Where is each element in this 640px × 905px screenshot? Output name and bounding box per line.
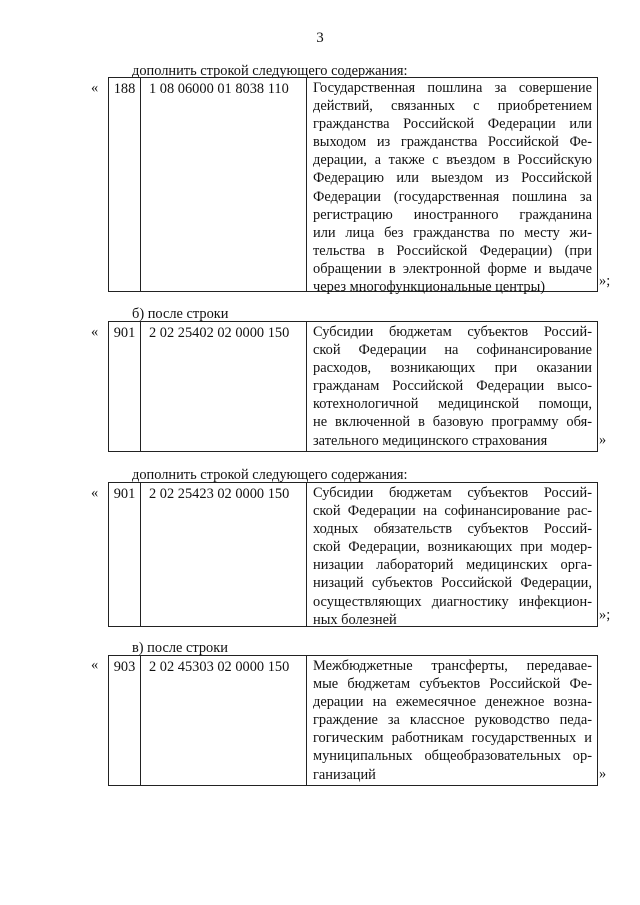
description-line: ской Федерации на софинансирование рас- bbox=[313, 503, 592, 520]
admin-code-cell: 901 bbox=[109, 483, 141, 626]
description-line: Государственная пошлина за совершение bbox=[313, 80, 592, 96]
description-line: Субсидии бюджетам субъектов Россий- bbox=[313, 324, 592, 340]
description-line: котехнологичной медицинской помощи, bbox=[313, 396, 592, 413]
admin-code-cell: 188 bbox=[109, 78, 141, 291]
description-line: ской Федерации, возникающих при модер- bbox=[313, 539, 592, 556]
description-line: низаций субъектов Российской Федерации, bbox=[313, 575, 592, 592]
opening-quote: « bbox=[91, 324, 99, 340]
budget-table-row bbox=[108, 482, 598, 627]
description-line: мые бюджетам субъектов Российской Фе- bbox=[313, 676, 592, 693]
kbk-code-cell: 1 08 06000 01 8038 110 bbox=[141, 78, 307, 291]
description-line: расходов, возникающих при оказании bbox=[313, 360, 592, 377]
budget-table-row bbox=[108, 655, 598, 786]
description-line: зательного медицинского страхования bbox=[313, 432, 548, 449]
kbk-code-cell: 2 02 45303 02 0000 150 bbox=[141, 656, 307, 785]
opening-quote: « bbox=[91, 80, 99, 96]
admin-code-cell: 903 bbox=[109, 656, 141, 785]
description-line: ганизаций bbox=[313, 766, 376, 783]
intro-text: дополнить строкой следующего содержания: bbox=[132, 467, 408, 483]
description-line: выходом из гражданства Российской Фе- bbox=[313, 134, 592, 151]
description-line: не включенной в базовую программу обя- bbox=[313, 414, 592, 431]
closing-quote: » bbox=[599, 766, 607, 782]
description-line: дерации на ежемесячное денежное возна- bbox=[313, 694, 592, 711]
description-line: или лица без гражданства по месту жи- bbox=[313, 224, 592, 241]
budget-table-row bbox=[108, 321, 598, 452]
description-line: гогическим работникам государственных и bbox=[313, 730, 592, 747]
description-line: муниципальных общеобразовательных ор- bbox=[313, 748, 592, 765]
description-line: через многофункциональные центры) bbox=[313, 279, 546, 296]
closing-quote: »; bbox=[599, 607, 611, 623]
description-cell bbox=[307, 483, 597, 626]
description-line: Межбюджетные трансферты, передавае- bbox=[313, 658, 592, 674]
kbk-code-cell: 2 02 25402 02 0000 150 bbox=[141, 322, 307, 451]
description-line: Федерации (государственная пошлина за bbox=[313, 188, 592, 205]
description-cell bbox=[307, 322, 597, 451]
description-line: гражданства Российской Федерации или bbox=[313, 116, 592, 133]
page-number: 3 bbox=[316, 30, 324, 46]
description-line: ходных обязательств субъектов Россий- bbox=[313, 521, 592, 538]
intro-text: в) после строки bbox=[132, 640, 228, 656]
description-cell bbox=[307, 78, 597, 296]
description-line: граждение за классное руководство педа- bbox=[313, 712, 592, 729]
description-line: Субсидии бюджетам субъектов Россий- bbox=[313, 485, 592, 501]
closing-quote: »; bbox=[599, 273, 611, 289]
description-line: ных болезней bbox=[313, 611, 397, 628]
description-cell bbox=[307, 656, 597, 785]
intro-text: дополнить строкой следующего содержания: bbox=[132, 63, 408, 79]
kbk-code-cell: 2 02 25423 02 0000 150 bbox=[141, 483, 307, 626]
intro-text: б) после строки bbox=[132, 306, 229, 322]
description-line: осуществляющих диагностику инфекцион- bbox=[313, 593, 592, 610]
opening-quote: « bbox=[91, 657, 99, 673]
admin-code-cell: 901 bbox=[109, 322, 141, 451]
description-line: ской Федерации на софинансирование bbox=[313, 342, 592, 359]
description-line: тельства в Российской Федерации) (при bbox=[313, 242, 592, 259]
opening-quote: « bbox=[91, 485, 99, 501]
description-line: дерации, а также с въездом в Российскую bbox=[313, 152, 592, 169]
description-line: обращении в электронной форме и выдаче bbox=[313, 260, 592, 277]
description-line: гражданам Российской Федерации высо- bbox=[313, 378, 592, 395]
description-line: низации лабораторий медицинских орга- bbox=[313, 557, 592, 574]
budget-table-row bbox=[108, 77, 598, 296]
description-line: Федерацию или выездом из Российской bbox=[313, 170, 592, 187]
description-line: действий, связанных с приобретением bbox=[313, 98, 592, 115]
description-line: регистрацию иностранного гражданина bbox=[313, 206, 592, 223]
closing-quote: » bbox=[599, 432, 607, 448]
